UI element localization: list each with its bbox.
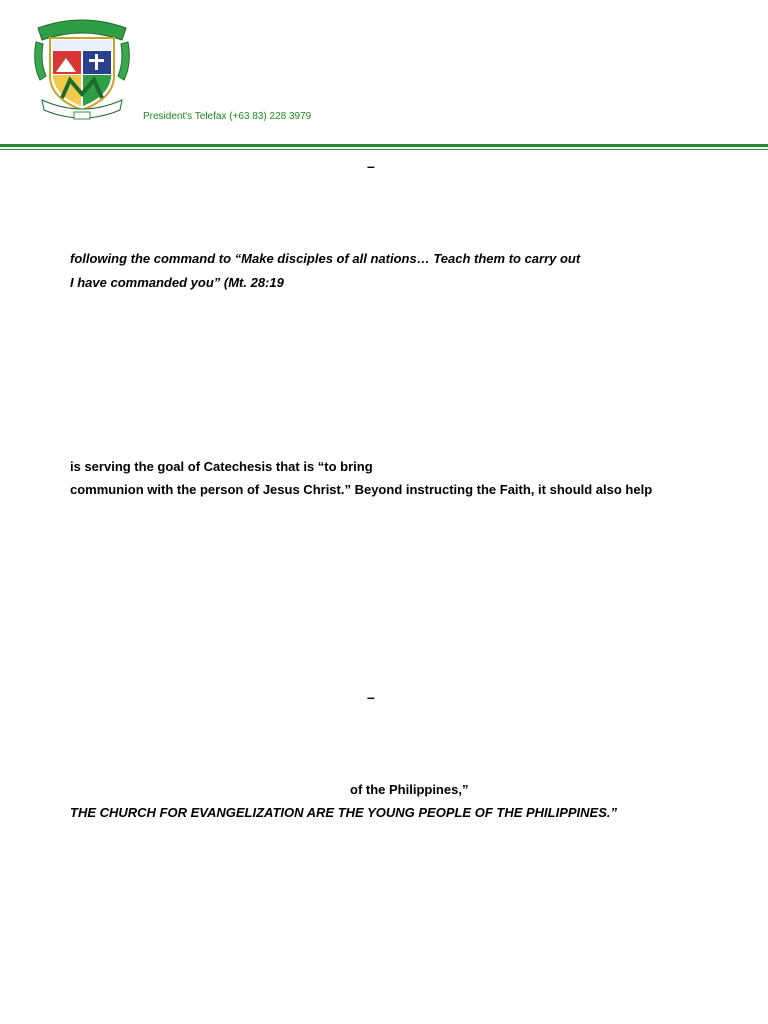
presidents-telefax: President's Telefax (+63 83) 228 3979	[143, 111, 312, 122]
paragraph-3-line-2: THE CHURCH FOR EVANGELIZATION ARE THE YOUNG PEOPLE OF THE PHILIPPINES.”	[70, 805, 618, 820]
header-divider-thin	[0, 149, 768, 150]
university-seal-logo	[32, 14, 132, 122]
header-divider-thick	[0, 144, 768, 147]
paragraph-1-line-1: following the command to “Make disciples of all nations… Teach them to carry out	[70, 251, 581, 266]
paragraph-2-line-2: communion with the person of Jesus Christ.” Beyond instructing the Faith, it should also help	[70, 482, 653, 497]
dash-separator-2: –	[367, 689, 375, 705]
dash-separator-1: –	[367, 158, 375, 174]
paragraph-3-line-1: of the Philippines,”	[350, 782, 469, 797]
paragraph-2-line-1: is serving the goal of Catechesis that is “to bring	[70, 459, 373, 474]
paragraph-1-line-2: I have commanded you” (Mt. 28:19	[70, 275, 284, 290]
